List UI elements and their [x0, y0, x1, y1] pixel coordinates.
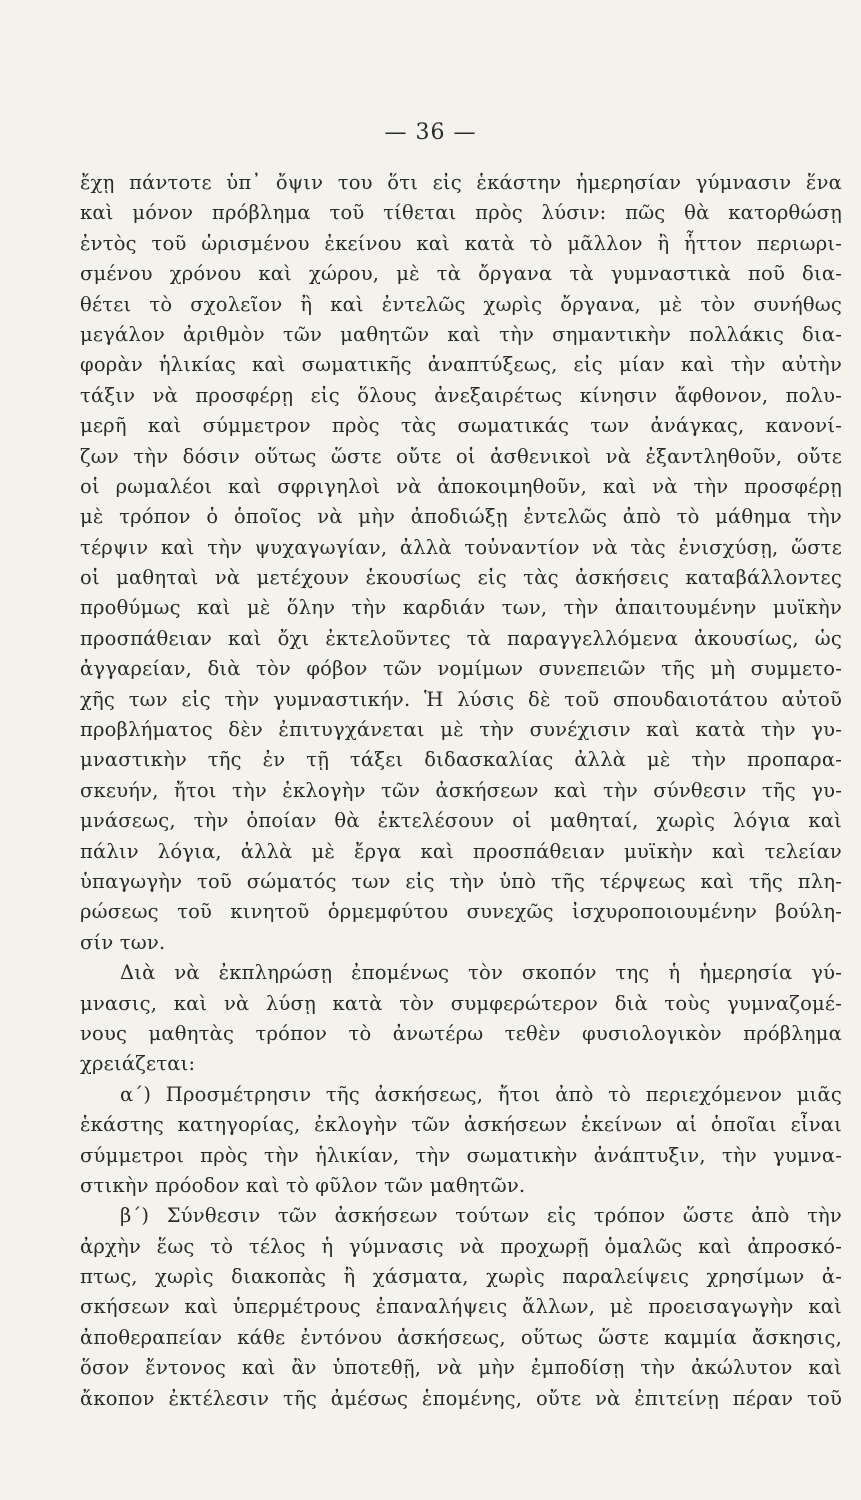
text-line: ἐντὸς τοῦ ὡρισμένου ἐκείνου καὶ κατὰ τὸ μᾶλλον ἢ ἧττον περιωρι- — [80, 231, 842, 255]
text-line: προβλήματος δὲν ἐπιτυγχάνεται μὲ τὴν συνέχισιν καὶ κατὰ τὴν γυ- — [80, 718, 842, 742]
text-line: α΄) Προσμέτρησιν τῆς ἀσκήσεως, ἤτοι ἀπὸ τὸ περιεχόμενον μιᾶς — [120, 1082, 842, 1106]
text-line: μερῆ καὶ σύμμετρον πρὸς τὰς σωματικάς των ἀνάγκας, κανονί- — [80, 414, 842, 438]
page-number: — 36 — — [384, 120, 477, 145]
text-line: ὑπαγωγὴν τοῦ σώματός των εἰς τὴν ὑπὸ τῆς τέρψεως καὶ τῆς πλη- — [80, 869, 842, 893]
text-line: χῆς των εἰς τὴν γυμναστικήν. Ἡ λύσις δὲ τοῦ σπουδαιοτάτου αὐτοῦ — [80, 687, 842, 711]
text-line: Διὰ νὰ ἐκπληρώσῃ ἐπομένως τὸν σκοπόν της ἡ ἡμερησία γύ- — [120, 961, 842, 985]
text-line: νους μαθητὰς τρόπον τὸ ἀνωτέρω τεθὲν φυσιολογικὸν πρόβλημα — [80, 1021, 842, 1045]
text-line: ἄκοπον ἐκτέλεσιν τῆς ἀμέσως ἑπομένης, οὔτε νὰ ἐπιτείνῃ πέραν τοῦ — [80, 1386, 842, 1410]
text-line: ἀρχὴν ἕως τὸ τέλος ἡ γύμνασις νὰ προχωρῇ ὁμαλῶς καὶ ἀπροσκό- — [80, 1234, 842, 1258]
text-line: σίν των. — [80, 930, 166, 954]
text-line: ἔχῃ πάντοτε ὑπ᾽ ὄψιν του ὅτι εἰς ἑκάστην ἡμερησίαν γύμνασιν ἕνα — [80, 171, 842, 194]
text-line: ὅσον ἔντονος καὶ ἂν ὑποτεθῇ, νὰ μὴν ἐμποδίσῃ τὴν ἀκώλυτον καὶ — [80, 1356, 842, 1380]
text-line: ζων τὴν δόσιν οὕτως ὥστε οὔτε οἱ ἀσθενικοὶ νὰ ἐξαντληθοῦν, οὔτε — [80, 444, 842, 468]
text-line: πάλιν λόγια, ἀλλὰ μὲ ἔργα καὶ προσπάθειαν μυϊκὴν καὶ τελείαν — [80, 839, 842, 863]
text-line: μνασις, καὶ νὰ λύσῃ κατὰ τὸν συμφερώτερον διὰ τοὺς γυμναζομέ- — [80, 991, 842, 1015]
text-line: χρειάζεται: — [80, 1052, 196, 1076]
text-line: β΄) Σύνθεσιν τῶν ἀσκήσεων τούτων εἰς τρόπον ὥστε ἀπὸ τὴν — [120, 1204, 842, 1228]
text-line: οἱ ρωμαλέοι καὶ σφριγηλοὶ νὰ ἀποκοιμηθοῦν, καὶ νὰ τὴν προσφέρῃ — [80, 474, 842, 498]
body-text — [80, 168, 842, 1414]
text-line: φορὰν ἡλικίας καὶ σωματικῆς ἀναπτύξεως, εἰς μίαν καὶ τὴν αὐτὴν — [80, 353, 842, 377]
text-line: σκευήν, ἤτοι τὴν ἐκλογὴν τῶν ἀσκήσεων καὶ τὴν σύνθεσιν τῆς γυ- — [80, 778, 842, 802]
text-line: μὲ τρόπον ὁ ὁποῖος νὰ μὴν ἀποδιώξῃ ἐντελῶς ἀπὸ τὸ μάθημα τὴν — [80, 505, 842, 529]
text-line: τέρψιν καὶ τὴν ψυχαγωγίαν, ἀλλὰ τοὐναντίον νὰ τὰς ἐνισχύσῃ, ὥστε — [80, 535, 842, 559]
text-line: μνάσεως, τὴν ὁποίαν θὰ ἐκτελέσουν οἱ μαθηταί, χωρὶς λόγια καὶ — [80, 809, 842, 833]
text-line: πτως, χωρὶς διακοπὰς ἢ χάσματα, χωρὶς παραλείψεις χρησίμων ἀ- — [80, 1265, 842, 1289]
text-line: οἱ μαθηταὶ νὰ μετέχουν ἑκουσίως εἰς τὰς ἀσκήσεις καταβάλλοντες — [80, 566, 842, 590]
text-line: ἀποθεραπείαν κάθε ἐντόνου ἀσκήσεως, οὕτως ὥστε καμμία ἄσκησις, — [80, 1325, 842, 1349]
text-line: σμένου χρόνου καὶ χώρου, μὲ τὰ ὄργανα τὰ γυμναστικὰ ποῦ δια- — [80, 262, 842, 286]
text-line: ρώσεως τοῦ κινητοῦ ὁρμεμφύτου συνεχῶς ἰσχυροποιουμένην βούλη- — [80, 900, 842, 924]
text-line: θέτει τὸ σχολεῖον ἢ καὶ ἐντελῶς χωρὶς ὄργανα, μὲ τὸν συνήθως — [80, 292, 842, 316]
text-line: μεγάλον ἀριθμὸν τῶν μαθητῶν καὶ τὴν σημαντικὴν πολλάκις δια- — [80, 322, 842, 346]
text-line: στικὴν πρόοδον καὶ τὸ φῦλον τῶν μαθητῶν. — [80, 1173, 526, 1197]
text-line: προσπάθειαν καὶ ὄχι ἐκτελοῦντες τὰ παραγγελλόμενα ἀκουσίως, ὡς — [80, 626, 842, 650]
text-line: ἑκάστης κατηγορίας, ἐκλογὴν τῶν ἀσκήσεων ἐκείνων αἱ ὁποῖαι εἶναι — [80, 1113, 842, 1137]
text-line: σύμμετροι πρὸς τὴν ἡλικίαν, τὴν σωματικὴν ἀνάπτυξιν, τὴν γυμνα- — [80, 1143, 842, 1167]
text-line: σκήσεων καὶ ὑπερμέτρους ἐπαναλήψεις ἄλλων, μὲ προεισαγωγὴν καὶ — [80, 1295, 842, 1319]
text-line: καὶ μόνον πρόβλημα τοῦ τίθεται πρὸς λύσιν: πῶς θὰ κατορθώσῃ — [80, 201, 842, 225]
text-line: προθύμως καὶ μὲ ὅλην τὴν καρδιάν των, τὴν ἀπαιτουμένην μυϊκὴν — [80, 596, 842, 620]
text-line: μναστικὴν τῆς ἐν τῇ τάξει διδασκαλίας ἀλλὰ μὲ τὴν προπαρα- — [80, 748, 842, 772]
text-line: ἀγγαρείαν, διὰ τὸν φόβον τῶν νομίμων συνεπειῶν τῆς μὴ συμμετο- — [80, 657, 842, 681]
text-line: τάξιν νὰ προσφέρῃ εἰς ὅλους ἀνεξαιρέτως κίνησιν ἄφθονον, πολυ- — [80, 383, 842, 407]
